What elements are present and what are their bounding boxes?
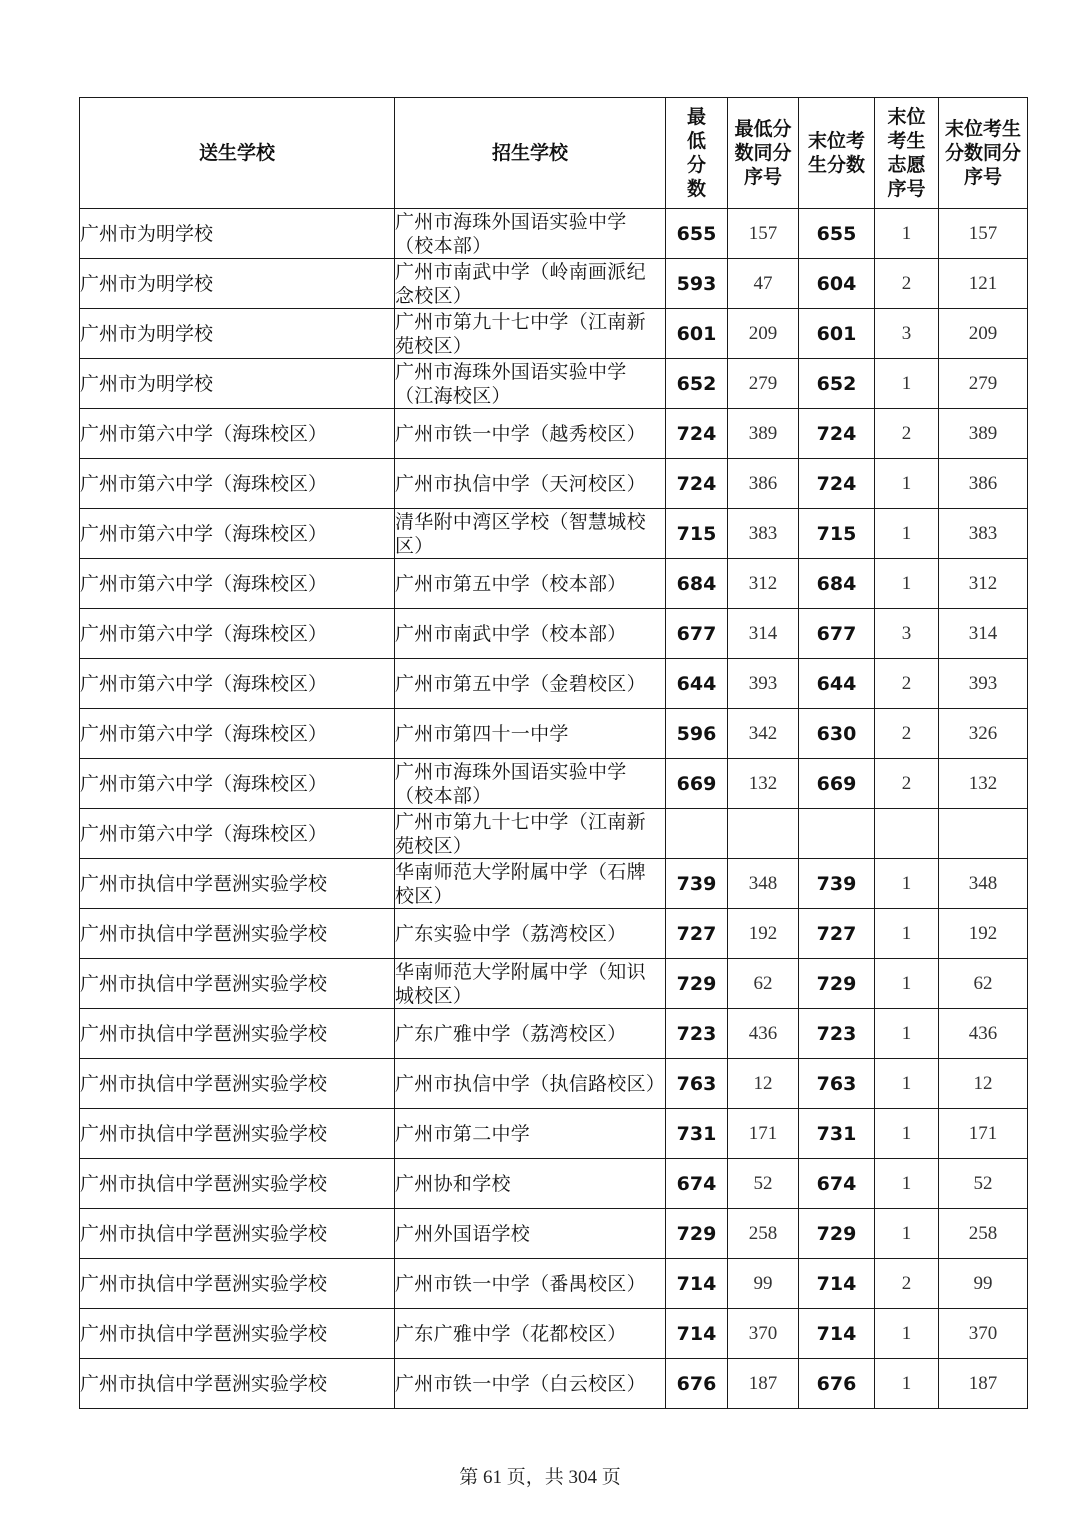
table-row — [80, 309, 1028, 359]
recv-school-cell: 广州市第九十七中学（江南新苑校区） — [395, 309, 666, 359]
min-rank-cell: 209 — [728, 309, 799, 359]
send-school-cell: 广州市为明学校 — [80, 259, 395, 309]
choice-order-cell: 1 — [875, 909, 939, 959]
choice-order-cell: 1 — [875, 859, 939, 909]
last-rank-cell: 326 — [939, 709, 1028, 759]
choice-order-cell: 1 — [875, 1009, 939, 1059]
send-school-cell: 广州市第六中学（海珠校区） — [80, 409, 395, 459]
send-school-cell: 广州市执信中学琶洲实验学校 — [80, 1059, 395, 1109]
last-score-cell: 723 — [799, 1009, 875, 1059]
last-score-cell: 604 — [799, 259, 875, 309]
min-rank-cell: 47 — [728, 259, 799, 309]
choice-order-cell: 1 — [875, 1109, 939, 1159]
last-rank-cell: 99 — [939, 1259, 1028, 1309]
last-score-cell: 731 — [799, 1109, 875, 1159]
send-school-cell: 广州市第六中学（海珠校区） — [80, 809, 395, 859]
last-score-cell: 676 — [799, 1359, 875, 1409]
send-school-cell: 广州市第六中学（海珠校区） — [80, 709, 395, 759]
last-rank-cell — [939, 809, 1028, 859]
send-school-cell: 广州市为明学校 — [80, 309, 395, 359]
recv-school-cell: 广东实验中学（荔湾校区） — [395, 909, 666, 959]
min-score-cell: 729 — [666, 1209, 728, 1259]
table-row — [80, 1359, 1028, 1409]
recv-school-cell: 清华附中湾区学校（智慧城校区） — [395, 509, 666, 559]
choice-order-cell: 1 — [875, 209, 939, 259]
min-rank-cell: 99 — [728, 1259, 799, 1309]
table-row — [80, 859, 1028, 909]
min-score-cell: 669 — [666, 759, 728, 809]
table-row — [80, 759, 1028, 809]
min-rank-cell: 314 — [728, 609, 799, 659]
last-score-cell: 644 — [799, 659, 875, 709]
table-row — [80, 959, 1028, 1009]
header-min-rank: 最低分数同分序号 — [728, 98, 799, 209]
header-last-score: 末位考生分数 — [799, 98, 875, 209]
send-school-cell: 广州市第六中学（海珠校区） — [80, 459, 395, 509]
choice-order-cell — [875, 809, 939, 859]
table-row — [80, 709, 1028, 759]
choice-order-cell: 2 — [875, 1259, 939, 1309]
choice-order-cell: 1 — [875, 1209, 939, 1259]
min-rank-cell: 436 — [728, 1009, 799, 1059]
last-rank-cell: 171 — [939, 1109, 1028, 1159]
min-score-cell: 724 — [666, 409, 728, 459]
min-score-cell: 729 — [666, 959, 728, 1009]
table-row — [80, 1009, 1028, 1059]
last-rank-cell: 312 — [939, 559, 1028, 609]
min-score-cell: 596 — [666, 709, 728, 759]
table-row — [80, 1209, 1028, 1259]
recv-school-cell: 广州市第五中学（校本部） — [395, 559, 666, 609]
min-score-cell: 644 — [666, 659, 728, 709]
last-score-cell: 655 — [799, 209, 875, 259]
min-score-cell — [666, 809, 728, 859]
last-rank-cell: 370 — [939, 1309, 1028, 1359]
recv-school-cell: 广州市海珠外国语实验中学（校本部） — [395, 209, 666, 259]
recv-school-cell: 广州市南武中学（岭南画派纪念校区） — [395, 259, 666, 309]
admissions-table — [79, 97, 1028, 1409]
last-rank-cell: 121 — [939, 259, 1028, 309]
choice-order-cell: 2 — [875, 659, 939, 709]
min-rank-cell: 62 — [728, 959, 799, 1009]
choice-order-cell: 1 — [875, 1059, 939, 1109]
min-rank-cell: 171 — [728, 1109, 799, 1159]
min-score-cell: 724 — [666, 459, 728, 509]
table-row — [80, 809, 1028, 859]
last-score-cell: 669 — [799, 759, 875, 809]
min-score-cell: 684 — [666, 559, 728, 609]
send-school-cell: 广州市第六中学（海珠校区） — [80, 509, 395, 559]
last-score-cell: 674 — [799, 1159, 875, 1209]
table-row — [80, 609, 1028, 659]
min-rank-cell: 370 — [728, 1309, 799, 1359]
last-score-cell: 729 — [799, 1209, 875, 1259]
recv-school-cell: 广州市铁一中学（越秀校区） — [395, 409, 666, 459]
min-score-cell: 739 — [666, 859, 728, 909]
table-row — [80, 1159, 1028, 1209]
choice-order-cell: 1 — [875, 509, 939, 559]
last-rank-cell: 258 — [939, 1209, 1028, 1259]
last-score-cell: 724 — [799, 459, 875, 509]
recv-school-cell: 广州市第四十一中学 — [395, 709, 666, 759]
choice-order-cell: 3 — [875, 609, 939, 659]
last-rank-cell: 383 — [939, 509, 1028, 559]
table-row — [80, 1259, 1028, 1309]
header-min-score: 最低分数 — [666, 98, 728, 209]
header-send-school: 送生学校 — [80, 98, 395, 209]
min-rank-cell: 157 — [728, 209, 799, 259]
recv-school-cell: 广州市执信中学（天河校区） — [395, 459, 666, 509]
table-row — [80, 509, 1028, 559]
last-score-cell: 727 — [799, 909, 875, 959]
header-last-rank: 末位考生分数同分序号 — [939, 98, 1028, 209]
choice-order-cell: 1 — [875, 959, 939, 1009]
last-score-cell — [799, 809, 875, 859]
table-row — [80, 409, 1028, 459]
min-rank-cell: 348 — [728, 859, 799, 909]
table-row — [80, 259, 1028, 309]
choice-order-cell: 1 — [875, 1309, 939, 1359]
choice-order-cell: 2 — [875, 259, 939, 309]
min-rank-cell: 12 — [728, 1059, 799, 1109]
min-rank-cell: 187 — [728, 1359, 799, 1409]
recv-school-cell: 华南师范大学附属中学（石牌校区） — [395, 859, 666, 909]
table-header-row — [80, 98, 1028, 209]
last-score-cell: 739 — [799, 859, 875, 909]
choice-order-cell: 3 — [875, 309, 939, 359]
last-rank-cell: 209 — [939, 309, 1028, 359]
choice-order-cell: 2 — [875, 709, 939, 759]
last-score-cell: 714 — [799, 1259, 875, 1309]
recv-school-cell: 广州市第二中学 — [395, 1109, 666, 1159]
send-school-cell: 广州市执信中学琶洲实验学校 — [80, 1309, 395, 1359]
table-body — [80, 209, 1028, 1409]
send-school-cell: 广州市执信中学琶洲实验学校 — [80, 1009, 395, 1059]
recv-school-cell: 广州市铁一中学（番禺校区） — [395, 1259, 666, 1309]
choice-order-cell: 1 — [875, 459, 939, 509]
header-recv-school: 招生学校 — [395, 98, 666, 209]
recv-school-cell: 广东广雅中学（花都校区） — [395, 1309, 666, 1359]
min-rank-cell: 386 — [728, 459, 799, 509]
table-row — [80, 659, 1028, 709]
min-rank-cell: 342 — [728, 709, 799, 759]
min-score-cell: 677 — [666, 609, 728, 659]
table-row — [80, 1059, 1028, 1109]
table-row — [80, 359, 1028, 409]
recv-school-cell: 华南师范大学附属中学（知识城校区） — [395, 959, 666, 1009]
send-school-cell: 广州市执信中学琶洲实验学校 — [80, 1109, 395, 1159]
min-rank-cell: 279 — [728, 359, 799, 409]
recv-school-cell: 广州市第九十七中学（江南新苑校区） — [395, 809, 666, 859]
send-school-cell: 广州市为明学校 — [80, 209, 395, 259]
last-rank-cell: 389 — [939, 409, 1028, 459]
recv-school-cell: 广州市海珠外国语实验中学（校本部） — [395, 759, 666, 809]
min-rank-cell: 52 — [728, 1159, 799, 1209]
last-rank-cell: 132 — [939, 759, 1028, 809]
min-rank-cell: 132 — [728, 759, 799, 809]
last-rank-cell: 52 — [939, 1159, 1028, 1209]
send-school-cell: 广州市第六中学（海珠校区） — [80, 759, 395, 809]
recv-school-cell: 广州外国语学校 — [395, 1209, 666, 1259]
table-row — [80, 1309, 1028, 1359]
min-score-cell: 723 — [666, 1009, 728, 1059]
recv-school-cell: 广州市执信中学（执信路校区） — [395, 1059, 666, 1109]
send-school-cell: 广州市第六中学（海珠校区） — [80, 659, 395, 709]
last-rank-cell: 393 — [939, 659, 1028, 709]
min-rank-cell: 258 — [728, 1209, 799, 1259]
min-score-cell: 731 — [666, 1109, 728, 1159]
min-rank-cell: 383 — [728, 509, 799, 559]
table-row — [80, 559, 1028, 609]
min-rank-cell: 389 — [728, 409, 799, 459]
last-rank-cell: 62 — [939, 959, 1028, 1009]
last-score-cell: 715 — [799, 509, 875, 559]
min-score-cell: 714 — [666, 1259, 728, 1309]
last-score-cell: 714 — [799, 1309, 875, 1359]
choice-order-cell: 1 — [875, 1159, 939, 1209]
send-school-cell: 广州市执信中学琶洲实验学校 — [80, 1259, 395, 1309]
send-school-cell: 广州市执信中学琶洲实验学校 — [80, 1159, 395, 1209]
table-row — [80, 459, 1028, 509]
last-score-cell: 677 — [799, 609, 875, 659]
last-score-cell: 724 — [799, 409, 875, 459]
min-score-cell: 652 — [666, 359, 728, 409]
recv-school-cell: 广东广雅中学（荔湾校区） — [395, 1009, 666, 1059]
last-rank-cell: 348 — [939, 859, 1028, 909]
choice-order-cell: 2 — [875, 409, 939, 459]
min-score-cell: 763 — [666, 1059, 728, 1109]
table-row — [80, 909, 1028, 959]
choice-order-cell: 1 — [875, 559, 939, 609]
choice-order-cell: 2 — [875, 759, 939, 809]
last-score-cell: 601 — [799, 309, 875, 359]
send-school-cell: 广州市执信中学琶洲实验学校 — [80, 959, 395, 1009]
header-last-choice: 末位考生志愿序号 — [875, 98, 939, 209]
table-row — [80, 1109, 1028, 1159]
recv-school-cell: 广州协和学校 — [395, 1159, 666, 1209]
recv-school-cell: 广州市铁一中学（白云校区） — [395, 1359, 666, 1409]
recv-school-cell: 广州市南武中学（校本部） — [395, 609, 666, 659]
send-school-cell: 广州市执信中学琶洲实验学校 — [80, 1209, 395, 1259]
min-rank-cell: 393 — [728, 659, 799, 709]
page-footer: 第 61 页，共 304 页 — [459, 1467, 621, 1488]
min-score-cell: 676 — [666, 1359, 728, 1409]
min-score-cell: 715 — [666, 509, 728, 559]
min-rank-cell: 192 — [728, 909, 799, 959]
send-school-cell: 广州市第六中学（海珠校区） — [80, 559, 395, 609]
table-row — [80, 209, 1028, 259]
send-school-cell: 广州市第六中学（海珠校区） — [80, 609, 395, 659]
min-score-cell: 674 — [666, 1159, 728, 1209]
last-score-cell: 763 — [799, 1059, 875, 1109]
send-school-cell: 广州市执信中学琶洲实验学校 — [80, 1359, 395, 1409]
choice-order-cell: 1 — [875, 359, 939, 409]
min-score-cell: 655 — [666, 209, 728, 259]
last-score-cell: 652 — [799, 359, 875, 409]
send-school-cell: 广州市执信中学琶洲实验学校 — [80, 859, 395, 909]
last-rank-cell: 279 — [939, 359, 1028, 409]
recv-school-cell: 广州市第五中学（金碧校区） — [395, 659, 666, 709]
last-rank-cell: 314 — [939, 609, 1028, 659]
min-score-cell: 593 — [666, 259, 728, 309]
send-school-cell: 广州市执信中学琶洲实验学校 — [80, 909, 395, 959]
min-rank-cell — [728, 809, 799, 859]
min-score-cell: 714 — [666, 1309, 728, 1359]
last-rank-cell: 436 — [939, 1009, 1028, 1059]
min-score-cell: 601 — [666, 309, 728, 359]
last-score-cell: 684 — [799, 559, 875, 609]
last-rank-cell: 187 — [939, 1359, 1028, 1409]
last-score-cell: 729 — [799, 959, 875, 1009]
choice-order-cell: 1 — [875, 1359, 939, 1409]
last-rank-cell: 12 — [939, 1059, 1028, 1109]
last-rank-cell: 192 — [939, 909, 1028, 959]
min-rank-cell: 312 — [728, 559, 799, 609]
min-score-cell: 727 — [666, 909, 728, 959]
send-school-cell: 广州市为明学校 — [80, 359, 395, 409]
recv-school-cell: 广州市海珠外国语实验中学（江海校区） — [395, 359, 666, 409]
last-rank-cell: 386 — [939, 459, 1028, 509]
last-rank-cell: 157 — [939, 209, 1028, 259]
last-score-cell: 630 — [799, 709, 875, 759]
